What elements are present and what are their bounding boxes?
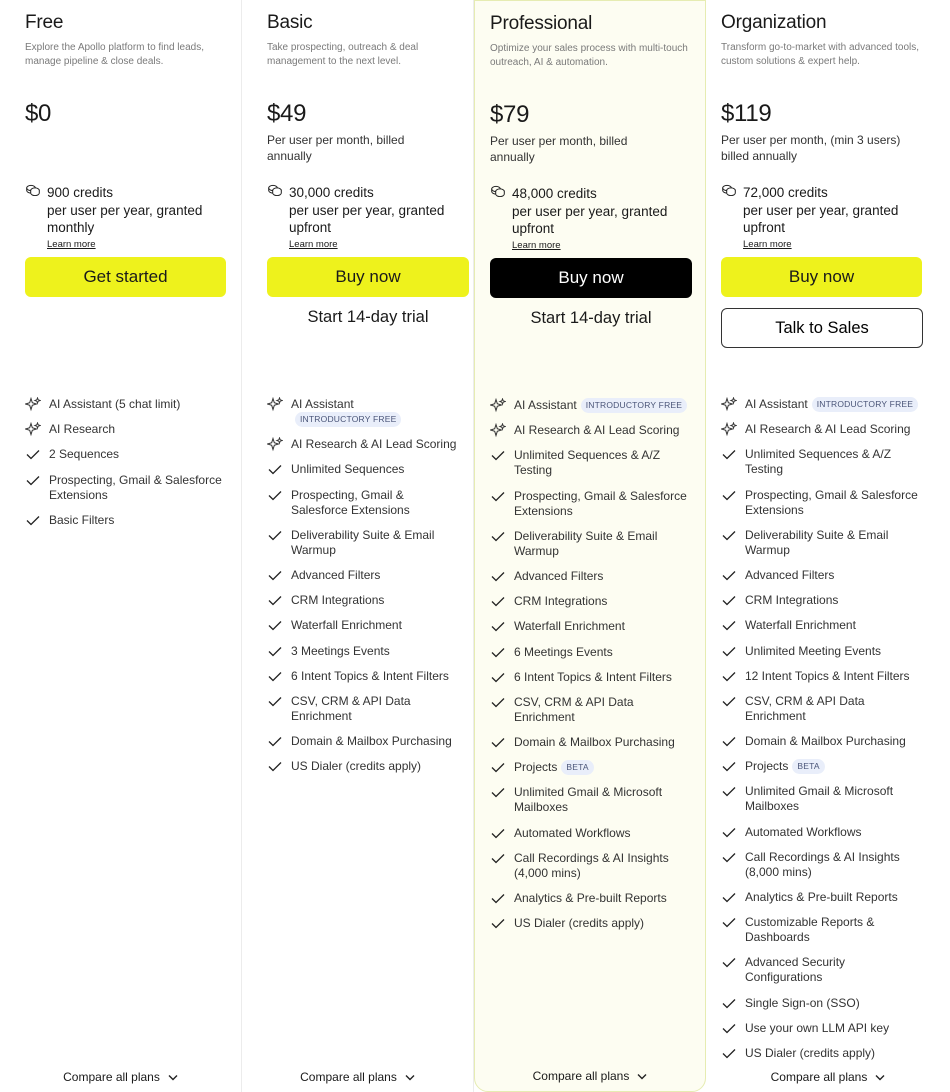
feature-label: Waterfall Enrichment: [291, 618, 402, 633]
feature-text: [49, 473, 227, 503]
check-icon: [721, 447, 737, 462]
feature-label: Deliverability Suite & Email Warmup: [514, 528, 658, 558]
feature-badge: BETA: [561, 760, 593, 775]
feature-text: [514, 760, 691, 775]
check-icon: [267, 593, 283, 608]
feature-label: Customizable Reports & Dashboards: [745, 915, 875, 945]
feature-text: [291, 593, 459, 608]
feature-text: [514, 645, 691, 660]
sparkle-icon: [490, 423, 506, 438]
plan-professional: [474, 0, 706, 1092]
feature-text: [745, 759, 924, 774]
feature-item: [721, 825, 924, 840]
feature-label: Automated Workflows: [745, 824, 862, 839]
learn-more-link[interactable]: Learn more: [743, 238, 792, 250]
feature-label: CRM Integrations: [291, 593, 385, 608]
check-icon: [721, 1021, 737, 1036]
feature-label: Automated Workflows: [514, 825, 631, 840]
feature-item: [490, 695, 691, 725]
feature-item: [490, 826, 691, 841]
feature-label: 6 Intent Topics & Intent Filters: [514, 669, 672, 684]
feature-label: 12 Intent Topics & Intent Filters: [745, 668, 910, 683]
feature-text: [745, 422, 924, 437]
feature-label: 3 Meetings Events: [291, 643, 390, 658]
credits-block: [25, 184, 227, 251]
feature-item: [267, 528, 459, 558]
feature-label: AI Research & AI Lead Scoring: [745, 422, 911, 437]
check-icon: [267, 644, 283, 659]
chevron-down-icon: [875, 1070, 885, 1084]
feature-text: [291, 437, 459, 452]
feature-label: Call Recordings & AI Insights (4,000 mins): [514, 850, 669, 880]
feature-label: CSV, CRM & API Data Enrichment: [745, 693, 865, 723]
feature-text: [745, 397, 924, 412]
feature-text: [291, 669, 459, 684]
feature-item: [25, 473, 227, 503]
check-icon: [490, 448, 506, 463]
check-icon: [267, 568, 283, 583]
feature-label: AI Assistant (5 chat limit): [49, 397, 181, 411]
check-icon: [490, 489, 506, 504]
feature-label: Analytics & Pre-built Reports: [745, 890, 898, 904]
feature-item: [721, 759, 924, 774]
feature-item: [267, 759, 459, 774]
feature-item: [25, 397, 227, 412]
feature-label: Domain & Mailbox Purchasing: [291, 734, 452, 749]
feature-text: [49, 397, 227, 412]
feature-label: 6 Intent Topics & Intent Filters: [291, 668, 449, 683]
plan-billing: Per user per month, (min 3 users) billed annually: [721, 133, 901, 163]
compare-label: Compare all plans: [300, 1070, 397, 1084]
buy-now-button[interactable]: Buy now: [267, 257, 469, 297]
feature-text: [745, 825, 924, 840]
feature-item: [721, 996, 924, 1011]
feature-item: [490, 851, 691, 881]
feature-badge: INTRODUCTORY FREE: [295, 412, 401, 427]
feature-label: US Dialer (credits apply): [291, 759, 422, 774]
plan-price: $79: [490, 101, 530, 128]
feature-list: [25, 397, 227, 538]
feature-text: [514, 695, 691, 725]
check-icon: [490, 695, 506, 710]
feature-label: Projects: [745, 759, 789, 774]
feature-text: [291, 568, 459, 583]
feature-label: AI Research & AI Lead Scoring: [514, 423, 680, 438]
feature-item: [490, 645, 691, 660]
check-icon: [721, 694, 737, 709]
sparkle-icon: [25, 397, 41, 412]
feature-label: Use your own LLM API key: [745, 1020, 890, 1035]
feature-item: [267, 462, 459, 477]
feature-text: [745, 915, 924, 945]
feature-item: [490, 760, 691, 775]
buy-now-button[interactable]: Buy now: [721, 257, 922, 297]
feature-item: [267, 593, 459, 608]
feature-badge: INTRODUCTORY FREE: [812, 397, 918, 412]
feature-label: AI Research: [49, 422, 116, 437]
feature-label: AI Assistant: [745, 397, 808, 411]
feature-text: [514, 423, 691, 438]
feature-label: Unlimited Gmail & Microsoft Mailboxes: [514, 785, 663, 815]
feature-label: Basic Filters: [49, 512, 115, 527]
credits-detail: per user per year, granted upfront: [512, 203, 668, 236]
plan-basic: [242, 0, 474, 1092]
feature-text: [514, 619, 691, 634]
feature-item: [25, 422, 227, 437]
feature-text: [291, 734, 459, 749]
feature-item: [721, 593, 924, 608]
feature-text: [514, 735, 691, 750]
check-icon: [25, 447, 41, 462]
check-icon: [490, 569, 506, 584]
check-icon: [721, 528, 737, 543]
sparkle-icon: [721, 422, 737, 437]
feature-item: [267, 437, 459, 452]
feature-text: [745, 488, 924, 518]
feature-item: [721, 618, 924, 633]
check-icon: [721, 784, 737, 799]
feature-label: Prospecting, Gmail & Salesforce Extensions: [291, 487, 410, 517]
check-icon: [721, 996, 737, 1011]
talk-to-sales-button[interactable]: Talk to Sales: [721, 308, 923, 348]
feature-text: [49, 422, 227, 437]
credits-amount: 900 credits: [47, 185, 114, 200]
feature-item: [721, 850, 924, 880]
feature-text: [745, 694, 924, 724]
feature-text: [291, 618, 459, 633]
feature-label: Unlimited Sequences & A/Z Testing: [514, 448, 661, 478]
feature-label: Waterfall Enrichment: [514, 619, 625, 634]
plan-price: $0: [25, 100, 52, 127]
feature-text: [49, 447, 227, 462]
feature-text: [291, 644, 459, 659]
learn-more-link[interactable]: Learn more: [512, 239, 561, 251]
check-icon: [490, 735, 506, 750]
feature-text: [514, 448, 691, 478]
feature-item: [267, 488, 459, 518]
feature-text: [514, 398, 691, 413]
feature-badge: INTRODUCTORY FREE: [581, 398, 687, 413]
chevron-down-icon: [637, 1069, 647, 1083]
feature-item: [721, 955, 924, 985]
feature-badge: BETA: [792, 759, 824, 774]
feature-item: [721, 784, 924, 814]
learn-more-link[interactable]: Learn more: [47, 238, 96, 250]
sparkle-icon: [267, 437, 283, 452]
plan-name: Organization: [721, 12, 827, 33]
feature-text: [514, 891, 691, 906]
check-icon: [721, 850, 737, 865]
feature-item: [490, 594, 691, 609]
plan-free: [0, 0, 242, 1092]
coins-icon: [490, 185, 506, 201]
check-icon: [721, 825, 737, 840]
feature-list: [267, 397, 459, 784]
coins-icon: [267, 184, 283, 200]
feature-text: [745, 955, 924, 985]
feature-item: [490, 489, 691, 519]
plan-name: Basic: [267, 12, 313, 33]
feature-text: [291, 462, 459, 477]
learn-more-link[interactable]: Learn more: [289, 238, 338, 250]
sparkle-icon: [721, 397, 737, 412]
check-icon: [721, 759, 737, 774]
feature-item: [490, 423, 691, 438]
check-icon: [267, 669, 283, 684]
feature-text: [514, 670, 691, 685]
feature-item: [267, 644, 459, 659]
feature-item: [490, 891, 691, 906]
compare-all-plans-link[interactable]: [242, 1070, 473, 1084]
start-trial-link[interactable]: Start 14-day trial: [530, 309, 652, 327]
coins-icon: [721, 184, 737, 200]
feature-item: [267, 568, 459, 583]
feature-label: Deliverability Suite & Email Warmup: [291, 527, 435, 557]
feature-text: [745, 734, 924, 749]
feature-text: [291, 397, 459, 427]
feature-label: 6 Meetings Events: [514, 644, 613, 659]
compare-all-plans-link[interactable]: [0, 1070, 241, 1084]
check-icon: [490, 645, 506, 660]
plan-billing: Per user per month, billed annually: [267, 133, 405, 163]
feature-label: AI Research & AI Lead Scoring: [291, 437, 457, 452]
feature-item: [25, 513, 227, 528]
feature-label: CSV, CRM & API Data Enrichment: [291, 693, 411, 723]
compare-label: Compare all plans: [770, 1070, 868, 1084]
plan-price: $49: [267, 100, 307, 127]
feature-label: Unlimited Gmail & Microsoft Mailboxes: [745, 784, 894, 814]
feature-label: Call Recordings & AI Insights (8,000 mins): [745, 849, 900, 879]
feature-item: [490, 785, 691, 815]
plan-name: Professional: [490, 13, 593, 34]
check-icon: [490, 891, 506, 906]
feature-text: [745, 850, 924, 880]
check-icon: [267, 734, 283, 749]
check-icon: [490, 851, 506, 866]
chevron-down-icon: [405, 1070, 415, 1084]
feature-list: [490, 398, 691, 941]
feature-item: [721, 528, 924, 558]
feature-label: Unlimited Sequences: [291, 462, 405, 477]
feature-item: [490, 916, 691, 931]
feature-item: [721, 397, 924, 412]
check-icon: [721, 669, 737, 684]
feature-text: [745, 1046, 924, 1061]
feature-text: [745, 568, 924, 583]
feature-label: Domain & Mailbox Purchasing: [514, 735, 675, 750]
plan-name: Free: [25, 12, 64, 33]
feature-item: [721, 644, 924, 659]
check-icon: [490, 760, 506, 775]
feature-label: US Dialer (credits apply): [514, 916, 645, 931]
feature-text: [291, 488, 459, 518]
feature-text: [514, 851, 691, 881]
check-icon: [490, 826, 506, 841]
check-icon: [721, 593, 737, 608]
feature-item: [267, 618, 459, 633]
check-icon: [490, 785, 506, 800]
feature-item: [721, 422, 924, 437]
plan-billing: Per user per month, billed annually: [490, 134, 628, 164]
feature-text: [514, 569, 691, 584]
feature-item: [721, 447, 924, 477]
credits-detail: per user per year, granted upfront: [743, 202, 899, 235]
feature-label: Unlimited Meeting Events: [745, 643, 882, 658]
plan-description: Explore the Apollo platform to find leads, manage pipeline & close deals.: [25, 42, 204, 67]
feature-label: Domain & Mailbox Purchasing: [745, 734, 906, 749]
check-icon: [721, 644, 737, 659]
feature-item: [490, 619, 691, 634]
feature-item: [267, 734, 459, 749]
credits-block: [267, 184, 469, 251]
feature-text: [514, 489, 691, 519]
feature-item: [721, 890, 924, 905]
feature-label: Prospecting, Gmail & Salesforce Extensions: [745, 487, 918, 517]
feature-text: [745, 618, 924, 633]
feature-item: [721, 915, 924, 945]
feature-text: [514, 529, 691, 559]
plan-description: Take prospecting, outreach & deal management to the next level.: [267, 42, 419, 67]
feature-label: AI Assistant: [291, 397, 354, 411]
check-icon: [490, 916, 506, 931]
check-icon: [721, 488, 737, 503]
feature-item: [490, 735, 691, 750]
feature-item: [267, 694, 459, 724]
sparkle-icon: [25, 422, 41, 437]
feature-item: [721, 734, 924, 749]
feature-text: [291, 759, 459, 774]
feature-label: AI Assistant: [514, 398, 577, 412]
check-icon: [267, 694, 283, 709]
chevron-down-icon: [168, 1070, 178, 1084]
credits-detail: per user per year, granted upfront: [289, 202, 445, 235]
plan-organization: [706, 0, 950, 1092]
feature-label: Advanced Security Configurations: [745, 955, 846, 985]
feature-item: [490, 398, 691, 413]
buy-now-button[interactable]: Buy now: [490, 258, 692, 298]
check-icon: [490, 619, 506, 634]
feature-text: [291, 694, 459, 724]
feature-text: [745, 593, 924, 608]
feature-item: [721, 1021, 924, 1036]
feature-text: [514, 826, 691, 841]
feature-item: [25, 447, 227, 462]
check-icon: [721, 890, 737, 905]
feature-label: Unlimited Sequences & A/Z Testing: [745, 447, 892, 477]
feature-text: [745, 669, 924, 684]
credits-amount: 48,000 credits: [512, 186, 597, 201]
compare-all-plans-link[interactable]: [475, 1069, 705, 1083]
check-icon: [267, 528, 283, 543]
check-icon: [721, 568, 737, 583]
feature-label: Analytics & Pre-built Reports: [514, 891, 667, 905]
feature-text: [745, 996, 924, 1011]
compare-label: Compare all plans: [532, 1069, 630, 1083]
feature-text: [745, 447, 924, 477]
feature-item: [721, 488, 924, 518]
feature-label: US Dialer (credits apply): [745, 1045, 876, 1060]
feature-label: Single Sign-on (SSO): [745, 995, 860, 1010]
feature-text: [745, 528, 924, 558]
check-icon: [721, 618, 737, 633]
credits-detail: per user per year, granted monthly: [47, 202, 203, 235]
credits-amount: 30,000 credits: [289, 185, 374, 200]
plan-price: $119: [721, 100, 772, 127]
feature-label: Prospecting, Gmail & Salesforce Extensions: [49, 472, 222, 502]
feature-item: [721, 1046, 924, 1061]
feature-item: [490, 448, 691, 478]
credits-amount: 72,000 credits: [743, 185, 828, 200]
feature-label: CSV, CRM & API Data Enrichment: [514, 694, 634, 724]
feature-text: [514, 916, 691, 931]
credits-block: [490, 185, 692, 252]
feature-text: [745, 890, 924, 905]
feature-label: Projects: [514, 760, 558, 775]
credits-block: [721, 184, 923, 251]
compare-all-plans-link[interactable]: [706, 1070, 950, 1084]
check-icon: [721, 1046, 737, 1061]
check-icon: [721, 734, 737, 749]
feature-label: CRM Integrations: [514, 594, 608, 609]
feature-item: [490, 670, 691, 685]
check-icon: [25, 473, 41, 488]
feature-text: [49, 513, 227, 528]
feature-item: [490, 529, 691, 559]
check-icon: [490, 529, 506, 544]
check-icon: [490, 670, 506, 685]
feature-text: [745, 1021, 924, 1036]
sparkle-icon: [267, 397, 283, 412]
get-started-button[interactable]: Get started: [25, 257, 226, 297]
feature-label: Advanced Filters: [291, 567, 381, 582]
check-icon: [267, 759, 283, 774]
feature-label: Advanced Filters: [514, 568, 604, 583]
feature-text: [745, 644, 924, 659]
check-icon: [267, 462, 283, 477]
sparkle-icon: [490, 398, 506, 413]
check-icon: [267, 618, 283, 633]
check-icon: [721, 915, 737, 930]
feature-label: Deliverability Suite & Email Warmup: [745, 527, 889, 557]
feature-item: [490, 569, 691, 584]
check-icon: [721, 955, 737, 970]
plan-description: Optimize your sales process with multi-touch outreach, AI & automation.: [490, 43, 688, 68]
feature-label: CRM Integrations: [745, 593, 839, 608]
plan-description: Transform go-to-market with advanced tools, custom solutions & expert help.: [721, 42, 920, 67]
check-icon: [490, 594, 506, 609]
feature-item: [721, 669, 924, 684]
feature-item: [721, 694, 924, 724]
feature-label: 2 Sequences: [49, 447, 120, 462]
feature-item: [267, 669, 459, 684]
feature-item: [267, 397, 459, 427]
feature-text: [514, 785, 691, 815]
feature-text: [514, 594, 691, 609]
feature-label: Advanced Filters: [745, 567, 835, 582]
feature-label: Waterfall Enrichment: [745, 618, 856, 633]
feature-text: [745, 784, 924, 814]
check-icon: [25, 513, 41, 528]
start-trial-link[interactable]: Start 14-day trial: [307, 308, 429, 326]
feature-text: [291, 528, 459, 558]
feature-label: Prospecting, Gmail & Salesforce Extensions: [514, 488, 687, 518]
feature-item: [721, 568, 924, 583]
feature-list: [721, 397, 924, 1071]
check-icon: [267, 488, 283, 503]
compare-label: Compare all plans: [63, 1070, 160, 1084]
coins-icon: [25, 184, 41, 200]
